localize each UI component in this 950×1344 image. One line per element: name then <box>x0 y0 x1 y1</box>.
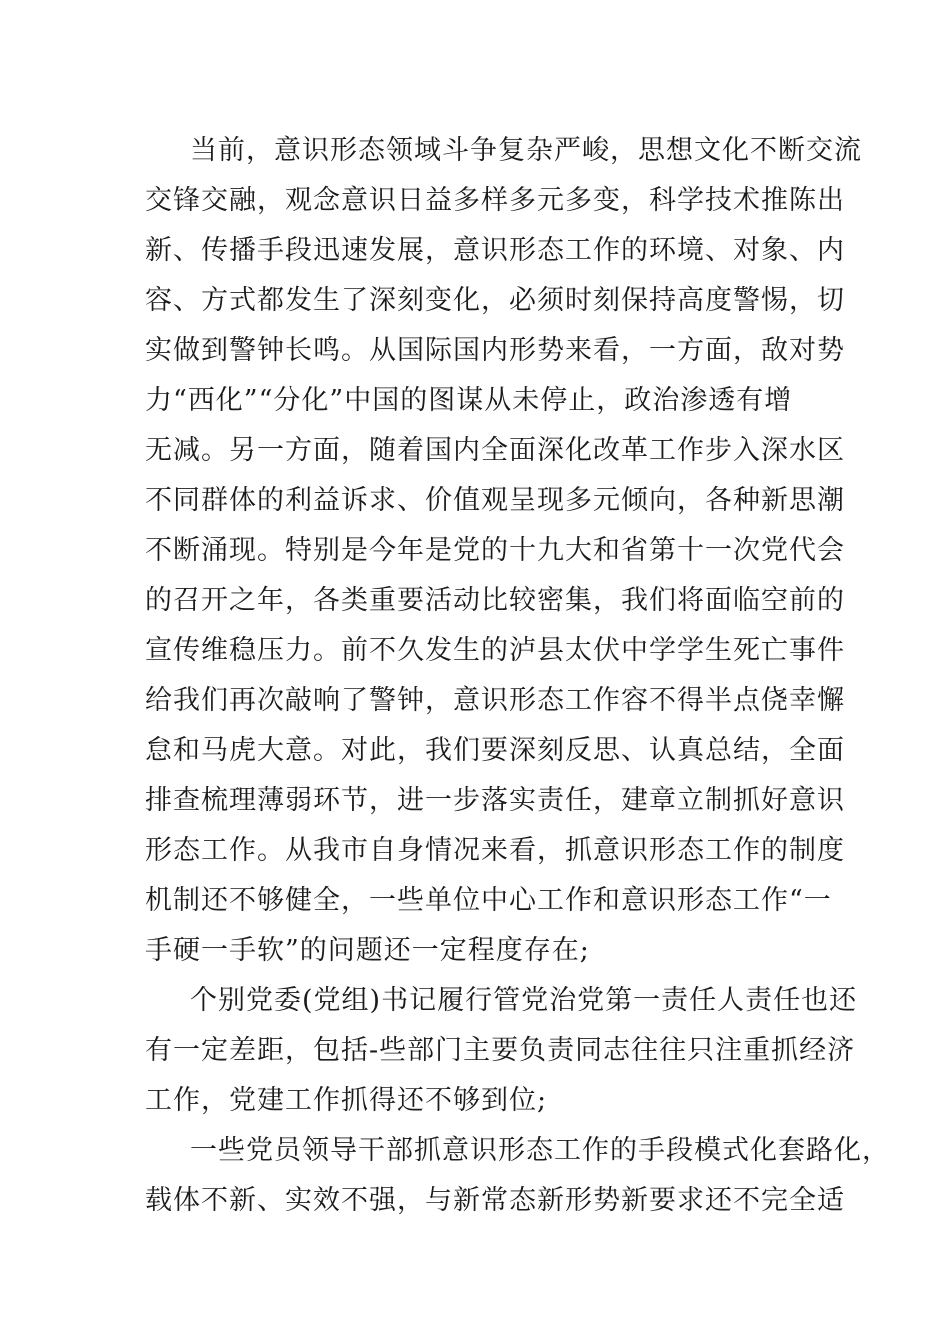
paragraph-2-line-1: 个别党委(党组)书记履行管党治党第一责任人责任也还 <box>190 985 858 1016</box>
paragraph-1-line-15: 形态工作。从我市自身情况来看，抓意识形态工作的制度 <box>145 835 845 866</box>
paragraph-1-line-7: 无减。另一方面，随着国内全面深化改革工作步入深水区 <box>145 435 845 466</box>
paragraph-1-line-5: 实做到警钟长鸣。从国际国内形势来看，一方面，敌对势 <box>145 335 845 366</box>
paragraph-1-line-12: 给我们再次敲响了警钟，意识形态工作容不得半点侥幸懈 <box>145 685 845 716</box>
paragraph-1-line-13: 怠和马虎大意。对此，我们要深刻反思、认真总结，全面 <box>145 735 845 766</box>
paragraph-2-line-2: 有一定差距，包括-些部门主要负责同志往往只注重抓经济 <box>145 1035 856 1066</box>
paragraph-1-line-11: 宣传维稳压力。前不久发生的泸县太伏中学学生死亡事件 <box>145 635 845 666</box>
paragraph-2-line-3: 工作，党建工作抓得还不够到位; <box>145 1085 548 1116</box>
paragraph-3-line-2: 载体不新、实效不强，与新常态新形势新要求还不完全适 <box>145 1185 845 1216</box>
paragraph-3-line-1: 一些党员领导干部抓意识形态工作的手段模式化套路化， <box>190 1135 890 1166</box>
paragraph-1-line-3: 新、传播手段迅速发展，意识形态工作的环境、对象、内 <box>145 235 845 266</box>
paragraph-1-line-9: 不断涌现。特别是今年是党的十九大和省第十一次党代会 <box>145 535 845 566</box>
paragraph-1-line-4: 容、方式都发生了深刻变化，必须时刻保持高度警惕，切 <box>145 285 845 316</box>
paragraph-1-line-16: 机制还不够健全，一些单位中心工作和意识形态工作“一 <box>145 885 832 916</box>
paragraph-1-line-1: 当前，意识形态领域斗争复杂严峻，思想文化不断交流 <box>190 135 862 166</box>
paragraph-1-line-2: 交锋交融，观念意识日益多样多元多变，科学技术推陈出 <box>145 185 845 216</box>
paragraph-1-line-8: 不同群体的利益诉求、价值观呈现多元倾向，各种新思潮 <box>145 485 845 516</box>
paragraph-1-line-14: 排查梳理薄弱环节，进一步落实责任，建章立制抓好意识 <box>145 785 845 816</box>
paragraph-1-line-17: 手硬一手软”的问题还一定程度存在; <box>145 935 590 966</box>
paragraph-1-line-10: 的召开之年，各类重要活动比较密集，我们将面临空前的 <box>145 585 845 616</box>
paragraph-1-line-6: 力“西化”“分化”中国的图谋从未停止，政治渗透有增 <box>145 385 793 416</box>
